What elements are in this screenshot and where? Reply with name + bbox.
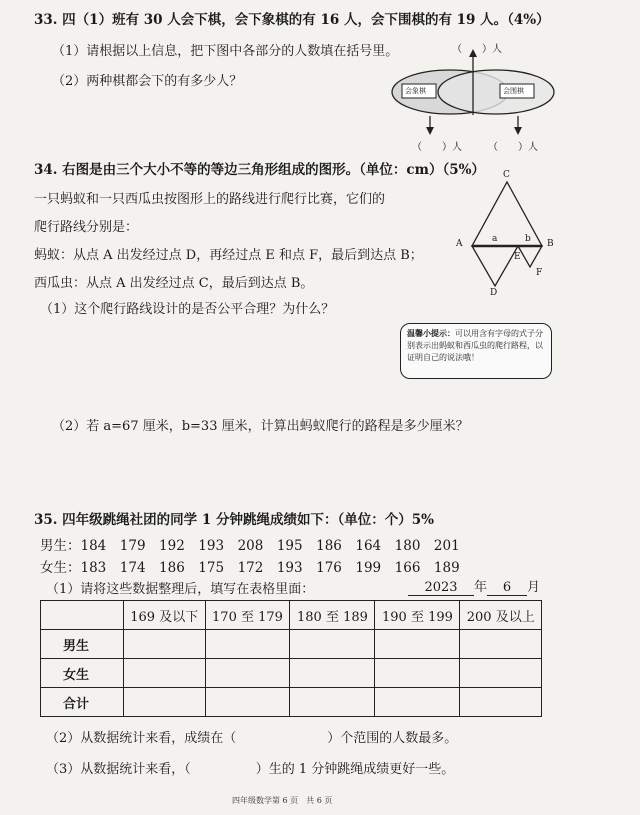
score-table	[40, 600, 542, 717]
table-header-cell: 180 至 189	[290, 601, 375, 630]
table-header-cell: 170 至 179	[205, 601, 290, 630]
venn-top-label: （ ）人	[452, 44, 502, 55]
q34-sub2: （2）若 a=67 厘米，b=33 厘米，计算出蚂蚁爬行的路程是多少厘米？	[52, 419, 469, 434]
answer-cell[interactable]	[375, 688, 460, 717]
point-c-label: C	[503, 170, 510, 180]
q35-sub2: （2）从数据统计来看，成绩在（ ）个范围的人数最多。	[46, 731, 458, 746]
q34-line3: 蚂蚁：从点 A 出发经过点 D，再经过点 E 和点 F，最后到达点 B；	[34, 248, 423, 263]
row-label-total: 合计	[41, 688, 124, 717]
date-month: 6	[487, 580, 527, 596]
q34-line2: 爬行路线分别是：	[34, 220, 139, 235]
venn-bottom-left-label: （ ）人	[412, 142, 462, 153]
hint-body: 可以用含有字母的式子分别表示出蚂蚁和西瓜虫的爬行路程，以证明自己的说法哦！	[407, 329, 543, 362]
answer-cell[interactable]	[290, 659, 375, 688]
q35-title: 35. 四年级跳绳社团的同学 1 分钟跳绳成绩如下：（单位：个）5%	[34, 512, 434, 528]
answer-cell[interactable]	[460, 630, 542, 659]
table-row	[41, 630, 542, 659]
table-header-cell: 190 至 199	[375, 601, 460, 630]
hint-box	[400, 323, 552, 379]
answer-cell[interactable]	[205, 688, 290, 717]
answer-cell[interactable]	[460, 659, 542, 688]
segment-a-label: a	[492, 234, 498, 244]
q35-boys-scores: 男生：184 179 192 193 208 195 186 164 180 201	[40, 538, 460, 554]
q34-line4: 西瓜虫：从点 A 出发经过点 C，最后到达点 B。	[34, 276, 314, 291]
hint-head: 温馨小提示：	[407, 329, 455, 338]
segment-b-label: b	[525, 234, 531, 244]
q35-sub1: （1）请将这些数据整理后，填写在表格里面：	[46, 582, 315, 597]
answer-cell[interactable]	[375, 659, 460, 688]
q33-title: 33. 四（1）班有 30 人会下棋，会下象棋的有 16 人，会下围棋的有 19 人。（4%）	[34, 12, 550, 28]
date-year: 2023	[408, 580, 474, 596]
row-label-girls: 女生	[41, 659, 124, 688]
date-month-unit: 月	[527, 580, 541, 595]
q34-line1: 一只蚂蚁和一只西瓜虫按图形上的路线进行爬行比赛，它们的	[34, 192, 386, 207]
date-year-unit: 年	[474, 580, 488, 595]
point-d-label: D	[490, 288, 498, 298]
answer-cell[interactable]	[375, 630, 460, 659]
point-b-label: B	[547, 239, 554, 249]
page-footer: 四年级数学第 6 页 共 6 页	[232, 796, 333, 805]
point-f-label: F	[536, 268, 543, 278]
q34-title: 34. 右图是由三个大小不等的等边三角形组成的图形。（单位：cm）（5%）	[34, 162, 485, 178]
answer-cell[interactable]	[205, 659, 290, 688]
q35-sub3: （3）从数据统计来看，（ ）生的 1 分钟跳绳成绩更好一些。	[46, 762, 455, 777]
table-header-cell: 169 及以下	[124, 601, 206, 630]
table-corner-cell	[41, 601, 124, 630]
point-a-label: A	[456, 239, 463, 249]
answer-cell[interactable]	[290, 688, 375, 717]
venn-left-box-label: 会象棋	[405, 87, 426, 95]
q34-triangle-figure	[452, 170, 562, 302]
q33-sub1: （1）请根据以上信息，把下图中各部分的人数填在括号里。	[52, 44, 399, 59]
table-date	[408, 576, 540, 596]
answer-cell[interactable]	[124, 630, 206, 659]
q34-sub1: （1）这个爬行路线设计的是否公平合理？为什么？	[40, 302, 335, 317]
venn-right-box-label: 会围棋	[503, 87, 524, 95]
table-header-row	[41, 601, 542, 630]
q35-girls-scores: 女生：183 174 186 175 172 193 176 199 166 189	[40, 560, 460, 576]
q33-sub2: （2）两种棋都会下的有多少人？	[52, 74, 243, 89]
answer-cell[interactable]	[124, 688, 206, 717]
point-e-label: E	[514, 252, 521, 262]
answer-cell[interactable]	[290, 630, 375, 659]
table-row	[41, 659, 542, 688]
row-label-boys: 男生	[41, 630, 124, 659]
table-header-cell: 200 及以上	[460, 601, 542, 630]
venn-bottom-right-label: （ ）人	[488, 142, 538, 153]
answer-cell[interactable]	[205, 630, 290, 659]
answer-cell[interactable]	[124, 659, 206, 688]
table-row	[41, 688, 542, 717]
q33-venn-diagram	[388, 40, 558, 155]
answer-cell[interactable]	[460, 688, 542, 717]
